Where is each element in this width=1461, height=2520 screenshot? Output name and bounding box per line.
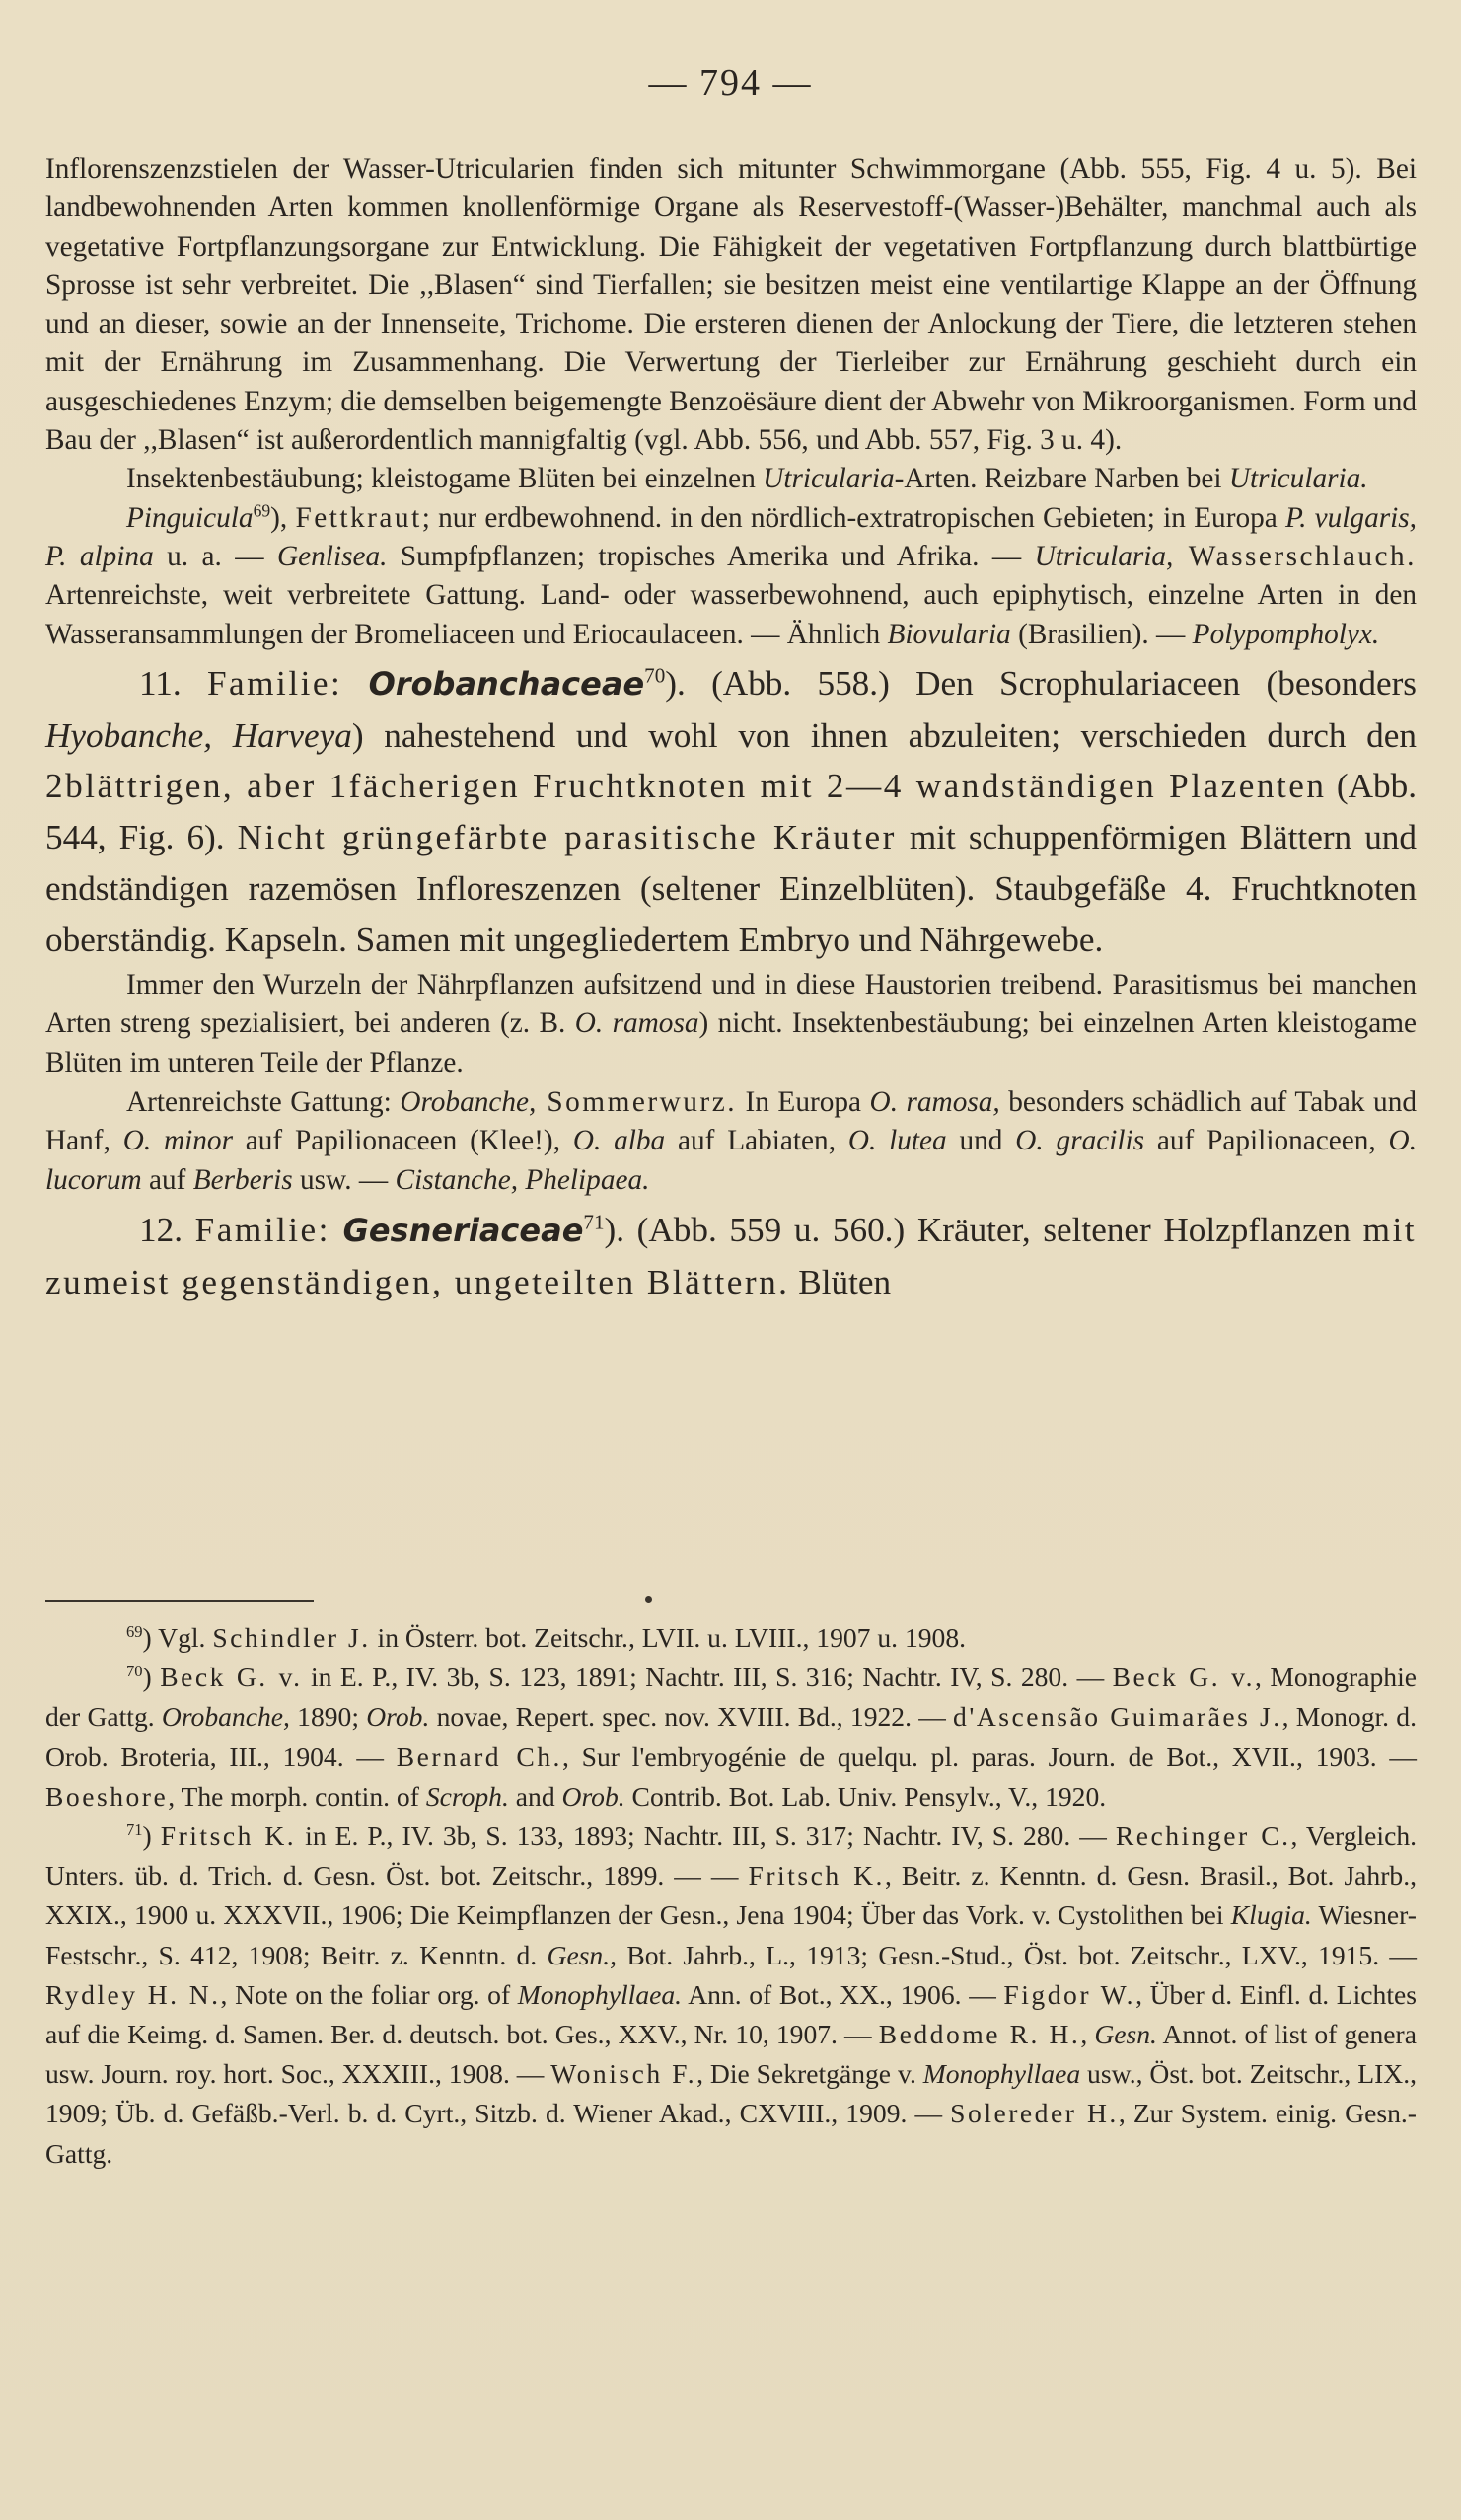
section-lentibulariaceae-continued (45, 150, 1417, 654)
author-name: Fritsch K. (160, 1820, 297, 1852)
author-name: Beck G. v. (160, 1662, 303, 1693)
text: ; nur erdbewohnend. in den nördlich-extratropischen Gebieten; in Europa (421, 501, 1285, 534)
genus-name: Utricularia, (1034, 540, 1174, 572)
text: in E. P., IV. 3b, S. 123, 1891; Nachtr. III, S. 316; Nachtr. IV, S. 280. — (302, 1662, 1113, 1693)
author-name: Boeshore (45, 1780, 169, 1812)
footnote-ref: 70 (644, 663, 666, 688)
text: auf Labiaten, (665, 1125, 848, 1157)
footnote-69 (45, 1618, 1417, 1658)
genus-name: Orobanche, (400, 1085, 537, 1118)
text: Wiesner-Festschr., S. 412, 1908; Beitr. z. Kenntn. d. (45, 1899, 1417, 1970)
text: , Note on the foliar org. of (220, 1978, 518, 2010)
text: Blüten (789, 1262, 892, 1301)
page-number: — 794 — (648, 62, 813, 104)
species-name: O. gracilis (1015, 1125, 1145, 1157)
text: ), (270, 501, 296, 534)
text: Annot. of list of genera usw. Journ. roy. hort. Soc., XXXIII., 1908. — (45, 2019, 1417, 2090)
emphasis: mit zumeist gegenständigen, ungeteilten Blättern. (45, 1210, 1418, 1301)
text: In Europa (737, 1085, 870, 1118)
emphasis: 2blättrigen, aber 1fächerigen Fruchtknoten mit 2—4 wandständigen Plazenten (45, 767, 1327, 806)
text: ). (Abb. 558.) Den Scrophulariaceen (besonders (665, 663, 1417, 703)
family-name: Orobanchaceae (368, 664, 645, 703)
genus-name: Utricularia (763, 463, 895, 495)
common-name: Fettkraut (295, 501, 422, 534)
genus-name: Scroph. (425, 1780, 509, 1812)
text: in Österr. bot. Zeitschr., LVII. u. LVIII., 1907 u. 1908. (370, 1622, 967, 1653)
author-name: Solereder H. (950, 2098, 1119, 2129)
author-name: Figdor W. (1003, 1978, 1136, 2010)
family-label: Familie: (194, 1210, 330, 1249)
text: (Abb. 544, Fig. 6). (45, 767, 1417, 857)
genus-name: Monophyllaea. (517, 1978, 683, 2010)
text: Artenreichste, weit verbreitete Gattung. Land- oder wasserbewohnend, auch epiphytisch, einzelne Arten in den Wasseransammlungen der Bromeliaceen und Eriocaulaceen. — Ähnlich (45, 579, 1417, 650)
paragraph (45, 1083, 1417, 1201)
paragraph (45, 966, 1417, 1083)
family-number: 11. (139, 663, 207, 703)
author-name: Rydley H. N. (45, 1978, 221, 2010)
genus-name: Pinguicula (126, 501, 254, 534)
footnote-ref: 69 (253, 500, 271, 521)
species-name: O. alba (572, 1125, 666, 1157)
text: auf Papilionaceen, (1144, 1125, 1389, 1157)
text: , The morph. contin. of (168, 1780, 426, 1812)
author-name: Beddome R. H. (878, 2019, 1081, 2050)
family-number: 12. (139, 1210, 195, 1249)
common-name: Wasserschlauch. (1173, 540, 1417, 572)
genus-name: Orobanche, (161, 1701, 290, 1733)
genus-name: Genlisea. (277, 540, 388, 572)
species-name: P. vulgaris, P. alpina (45, 501, 1417, 572)
main-text (45, 150, 1417, 1307)
text: , Monogr. d. Orob. Broteria, III., 1904. — (45, 1701, 1418, 1772)
text: , Vergleich. Unters. üb. d. Trich. d. Gesn. Öst. bot. Zeitschr., 1899. — — (45, 1820, 1418, 1891)
paragraph (45, 460, 1417, 498)
footnotes (45, 1618, 1417, 2174)
text: , (1080, 2019, 1095, 2050)
text: in E. P., IV. 3b, S. 133, 1893; Nachtr. III, S. 317; Nachtr. IV, S. 280. — (296, 1820, 1116, 1852)
text: , Monographie der Gattg. (45, 1662, 1418, 1733)
genus-name: Hyobanche, Harveya (45, 715, 352, 755)
text: , Sur l'embryogénie de quelqu. pl. paras. Journ. de Bot., XVII., 1903. — (561, 1741, 1418, 1772)
text: ) nicht. Insektenbestäubung; bei einzelnen Arten kleistogame Blüten im unteren Teile der Pflanze. (45, 1007, 1417, 1079)
text: Ann. of Bot., XX., 1906. — (682, 1978, 1004, 2010)
family-11-description (45, 658, 1417, 966)
text: und (946, 1125, 1016, 1157)
text: usw. — (292, 1164, 396, 1197)
text: Bot. Jahrb., L., 1913; Gesn.-Stud., Öst. bot. Zeitschr., LXV., 1915. — (617, 1939, 1418, 1970)
text: , Über d. Einfl. d. Lichtes auf die Keimg. d. Samen. Ber. d. deutsch. bot. Ges., XXV., Nr. 10, 1907. — (45, 1978, 1417, 2050)
paragraph: Inflorenszenzstielen der Wasser-Utricularien finden sich mitunter Schwimmorgane (Abb. 555, Fig. 4 u. 5). Bei landbewohnenden Arten kommen knollenförmige Organe als Reservestoff-(Wasser-)Behälter, manchmal auch als vegetative Fortpflanzungsorgane zur Entwicklung. Die Fähigkeit der vegetativen Fortpflanzung durch blattbürtige Sprosse ist sehr verbreitet. Die ,,Blasen“ sind Tierfallen; sie besitzen meist eine ventilartige Klappe an der Öffnung und an dieser, sowie an der Innenseite, Trichome. Die ersteren dienen der Anlockung der Tiere, die letzteren stehen mit der Ernährung im Zusammenhang. Die Verwertung der Tierleiber zur Ernährung geschieht durch ein ausgeschiedenes Enzym; die demselben beigemengte Benzoësäure dient der Abwehr von Mikroorganismen. Form und Bau der ,,Blasen“ ist außerordentlich mannigfaltig (vgl. Abb. 556, und Abb. 557, Fig. 3 u. 4). (45, 153, 1417, 457)
author-name: Rechinger C. (1115, 1820, 1291, 1852)
text: auf (141, 1164, 193, 1197)
text: ). (Abb. 559 u. 560.) Kräuter, seltener Holzpflanzen (604, 1210, 1363, 1249)
text: auf Papilionaceen (Klee!), (232, 1125, 573, 1157)
text: ) nahestehend und wohl von ihnen abzuleiten; verschieden durch den (351, 715, 1417, 755)
text: ) (142, 1820, 161, 1852)
genus-name: Utricularia. (1228, 463, 1368, 495)
ink-speck (645, 1596, 652, 1603)
text: usw., Öst. bot. Zeitschr., LIX., 1909; Üb. d. Gefäßb.-Verl. b. d. Cyrt., Sitzb. d. Wiener Akad., CXVIII., 1909. — (45, 2058, 1417, 2129)
text: besonders schädlich auf Tabak und Hanf, (45, 1085, 1417, 1157)
text: Insektenbestäubung; kleistogame Blüten bei einzelnen (126, 463, 764, 495)
footnote-number: 71 (126, 1820, 143, 1840)
genus-name: Polypompholyx. (1192, 618, 1380, 650)
author-name: Wonisch F. (550, 2058, 697, 2090)
genus-name: Monophyllaea (922, 2058, 1081, 2090)
author-name: Bernard Ch. (396, 1741, 562, 1772)
text: ) Vgl. (142, 1622, 213, 1653)
text: -Arten. Reizbare Narben bei (894, 463, 1229, 495)
author-name: Fritsch K. (748, 1860, 885, 1891)
family-12-description (45, 1205, 1417, 1308)
author-name: d'Ascensão Guimarães J. (953, 1701, 1282, 1733)
family-label: Familie: (206, 663, 343, 703)
genus-name: Biovularia (887, 618, 1011, 650)
species-name: O. lutea (847, 1125, 947, 1157)
common-name: Sommerwurz. (536, 1085, 738, 1118)
species-name: O. lucorum (45, 1125, 1418, 1197)
genus-name: Klugia. (1230, 1899, 1312, 1931)
author-name: Schindler J. (212, 1622, 371, 1653)
genus-name: Orob. (366, 1701, 430, 1733)
text: , Zur System. einig. Gesn.-Gattg. (45, 2098, 1417, 2169)
family-11-notes (45, 966, 1417, 1201)
genus-name: Berberis (192, 1164, 293, 1197)
text: mit schuppenförmigen Blättern und endständigen razemösen Infloreszenzen (seltener Einzelblüten). Staubgefäße 4. Fruchtknoten oberständig. Kapseln. Samen mit ungegliedertem Embryo und Nährgewebe. (45, 818, 1417, 959)
text: Contrib. Bot. Lab. Univ. Pensylv., V., 1920. (624, 1780, 1107, 1812)
emphasis: Nicht grüngefärbte parasitische Kräuter (237, 818, 897, 857)
footnote-71 (45, 1816, 1417, 2174)
footnote-70 (45, 1658, 1417, 1816)
footnote-number: 70 (126, 1662, 143, 1681)
text: (Brasilien). — (1010, 618, 1193, 650)
text: Immer den Wurzeln der Nährpflanzen aufsitzend und in diese Haustorien treibend. Parasitismus bei manchen Arten streng spezialisiert, bei anderen (z. B. (45, 968, 1417, 1040)
genus-name: Cistanche, Phelipaea. (395, 1164, 650, 1197)
species-name: O. minor (122, 1125, 233, 1157)
species-name: O. ramosa (574, 1007, 699, 1040)
genus-name: Gesn., (547, 1939, 618, 1970)
paragraph (45, 499, 1417, 654)
family-name: Gesneriaceae (342, 1211, 584, 1249)
text: Sumpfpflanzen; tropisches Amerika und Afrika. — (387, 540, 1035, 572)
text: and (508, 1780, 562, 1812)
text: Artenreichste Gattung: (126, 1085, 401, 1118)
genus-name: Orob. (561, 1780, 625, 1812)
text: u. a. — (153, 540, 277, 572)
text: novae, Repert. spec. nov. XVIII. Bd., 1922. — (429, 1701, 954, 1733)
genus-name: Gesn. (1094, 2019, 1157, 2050)
text: ) (142, 1662, 161, 1693)
species-name: O. ramosa, (869, 1085, 1000, 1118)
footnote-ref: 71 (583, 1210, 605, 1234)
text: 1890; (289, 1701, 367, 1733)
author-name: Beck G. v. (1112, 1662, 1255, 1693)
text: , Die Sekretgänge v. (696, 2058, 923, 2090)
text: , Beitr. z. Kenntn. d. Gesn. Brasil., Bot. Jahrb., XXIX., 1900 u. XXXVII., 1906; Die Keimpflanzen der Gesn., Jena 1904; Über das Vork. v. Cystolithen bei (45, 1860, 1418, 1931)
footnote-number: 69 (126, 1622, 143, 1642)
footnote-divider (45, 1600, 314, 1602)
